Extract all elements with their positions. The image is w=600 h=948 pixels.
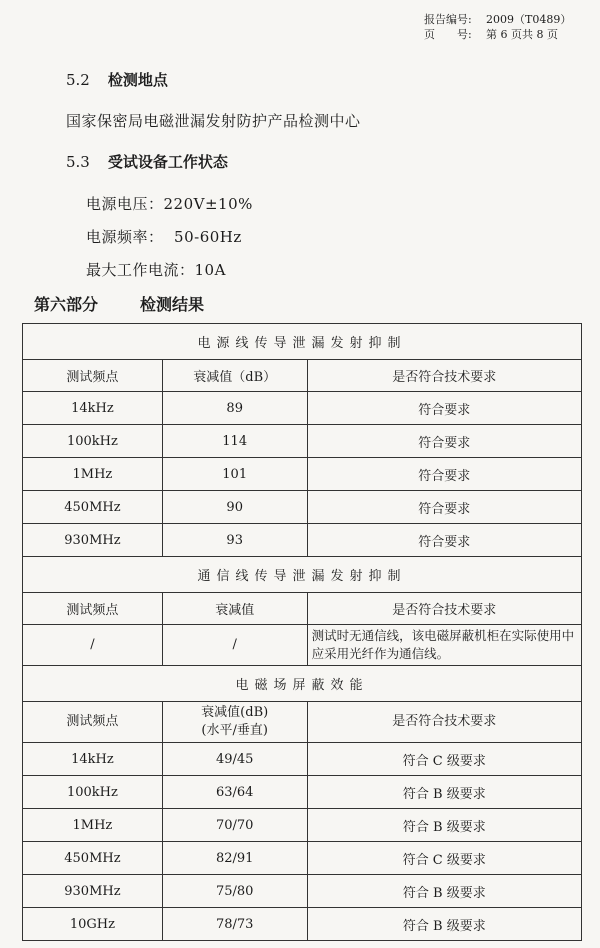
- frequency-cell: 930MHz: [23, 875, 163, 908]
- compliance-cell: 符合 C 级要求: [307, 743, 581, 776]
- table-row: [23, 776, 582, 809]
- table-row: [23, 842, 582, 875]
- supply-voltage-line: 电源电压：220V±10%: [86, 195, 253, 213]
- compliance-cell: 符合 B 级要求: [307, 809, 581, 842]
- max-current-line: 最大工作电流：10A: [86, 261, 226, 279]
- compliance-cell: 符合要求: [307, 392, 581, 425]
- compliance-cell: 符合 B 级要求: [307, 776, 581, 809]
- attenuation-cell: 70/70: [162, 809, 307, 842]
- attenuation-cell: 63/64: [162, 776, 307, 809]
- frequency-cell: 930MHz: [23, 524, 163, 557]
- table-section-title: 电磁场屏蔽效能: [23, 666, 582, 702]
- column-header-line: 衰减值(dB): [201, 705, 269, 720]
- frequency-cell: 450MHz: [23, 842, 163, 875]
- compliance-cell: 符合 B 级要求: [307, 908, 581, 941]
- attenuation-cell: 93: [162, 524, 307, 557]
- compliance-cell: 符合 B 级要求: [307, 875, 581, 908]
- attenuation-cell: 90: [162, 491, 307, 524]
- section-5-2-heading: [66, 69, 168, 90]
- section-number: 5.2: [66, 71, 90, 89]
- test-location-text: 国家保密局电磁泄漏发射防护产品检测中心: [66, 112, 361, 130]
- report-header: [424, 12, 571, 42]
- table-row: [23, 809, 582, 842]
- table-row: [23, 875, 582, 908]
- column-header: 测试频点: [23, 593, 163, 625]
- frequency-cell: 100kHz: [23, 776, 163, 809]
- frequency-cell: 1MHz: [23, 458, 163, 491]
- frequency-cell: 100kHz: [23, 425, 163, 458]
- attenuation-cell: 82/91: [162, 842, 307, 875]
- column-header: [162, 702, 307, 743]
- page-number-label: 页 号:: [424, 28, 472, 41]
- attenuation-cell: 49/45: [162, 743, 307, 776]
- table-row: [23, 425, 582, 458]
- attenuation-cell: 75/80: [162, 875, 307, 908]
- attenuation-cell: 89: [162, 392, 307, 425]
- attenuation-cell: 101: [162, 458, 307, 491]
- compliance-note-cell: 测试时无通信线，该电磁屏蔽机柜在实际使用中应采用光纤作为通信线。: [307, 625, 581, 666]
- column-header: 测试频点: [23, 702, 163, 743]
- table-row: [23, 743, 582, 776]
- frequency-cell: 10GHz: [23, 908, 163, 941]
- frequency-cell: 1MHz: [23, 809, 163, 842]
- table-row: [23, 625, 582, 666]
- compliance-cell: 符合要求: [307, 491, 581, 524]
- table-row: [23, 392, 582, 425]
- compliance-cell: 符合要求: [307, 524, 581, 557]
- attenuation-cell: /: [162, 625, 307, 666]
- results-table: [22, 323, 582, 941]
- column-header: 测试频点: [23, 360, 163, 392]
- column-header-subline: (水平/垂直): [201, 723, 268, 738]
- frequency-cell: 14kHz: [23, 392, 163, 425]
- table-section-title: 通信线传导泄漏发射抑制: [23, 557, 582, 593]
- supply-frequency-line: 电源频率： 50-60Hz: [86, 228, 242, 246]
- table-row: [23, 491, 582, 524]
- part-six-heading: [34, 292, 204, 315]
- column-header: 衰减值（dB）: [162, 360, 307, 392]
- table-section-title: 电源线传导泄漏发射抑制: [23, 324, 582, 360]
- compliance-cell: 符合 C 级要求: [307, 842, 581, 875]
- table-row: [23, 908, 582, 941]
- frequency-cell: /: [23, 625, 163, 666]
- frequency-cell: 14kHz: [23, 743, 163, 776]
- column-header: 是否符合技术要求: [307, 360, 581, 392]
- column-header: 是否符合技术要求: [307, 702, 581, 743]
- compliance-cell: 符合要求: [307, 425, 581, 458]
- column-header: 衰减值: [162, 593, 307, 625]
- attenuation-cell: 78/73: [162, 908, 307, 941]
- part-title: 检测结果: [140, 295, 205, 314]
- frequency-cell: 450MHz: [23, 491, 163, 524]
- section-title: 检测地点: [107, 71, 168, 89]
- table-row: [23, 524, 582, 557]
- report-number-value: 2009（T0489）: [486, 13, 572, 26]
- section-5-3-heading: [66, 151, 228, 172]
- section-number: 5.3: [66, 153, 90, 171]
- part-label: 第六部分: [34, 295, 99, 314]
- column-header: 是否符合技术要求: [307, 593, 581, 625]
- attenuation-cell: 114: [162, 425, 307, 458]
- table-row: [23, 458, 582, 491]
- page-number-value: 第 6 页共 8 页: [486, 28, 558, 41]
- report-number-label: 报告编号:: [424, 13, 472, 26]
- section-title: 受试设备工作状态: [107, 153, 228, 171]
- compliance-cell: 符合要求: [307, 458, 581, 491]
